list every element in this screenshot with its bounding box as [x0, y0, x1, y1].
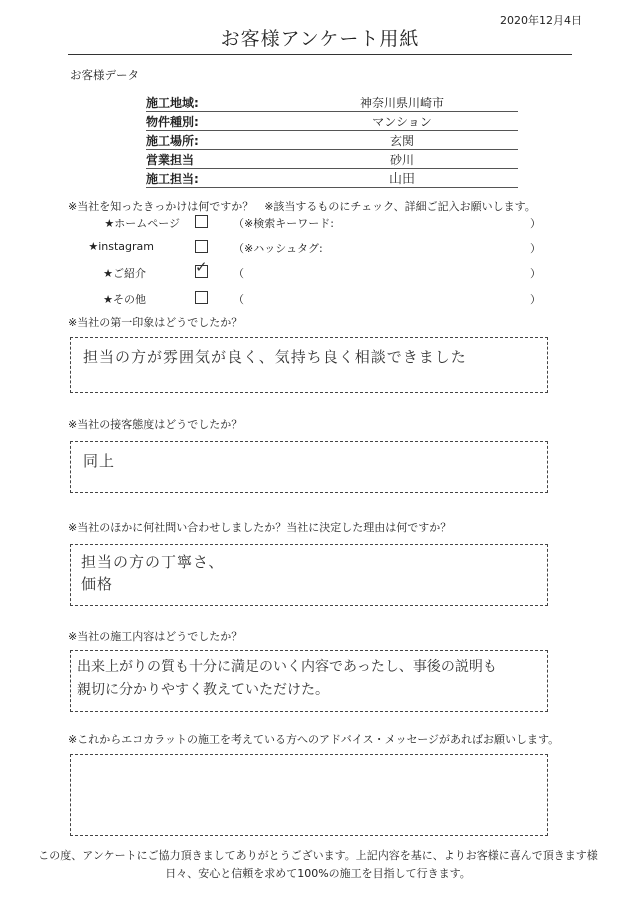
check-mark-icon: ✓: [195, 258, 208, 276]
option-label-other: ★その他: [103, 293, 146, 306]
info-label: 施工地域:: [146, 96, 199, 110]
checkbox-homepage[interactable]: [195, 215, 208, 228]
option-detail-referral: （: [233, 267, 244, 280]
checkbox-instagram[interactable]: [195, 240, 208, 253]
option-label-instagram: ★instagram: [88, 240, 154, 253]
answer-box-first-impression[interactable]: [70, 337, 548, 393]
q3-question: ※当社の接客態度はどうでしたか？: [68, 418, 243, 431]
title-bar: [68, 24, 572, 55]
survey-date: 2020年12月4日: [500, 14, 582, 27]
checkbox-referral[interactable]: [195, 258, 208, 278]
info-row-sales: [146, 149, 518, 169]
answer-text-line: 価格: [81, 575, 114, 593]
footer-line-1: この度、アンケートにご協力頂きましてありがとうございます。上記内容を基に、よりお客様に喜んで頂きます様: [38, 849, 598, 862]
info-value: 玄関: [389, 134, 414, 148]
info-label: 物件種別:: [146, 115, 199, 129]
info-value: 砂川: [389, 153, 414, 167]
answer-text-line: 担当の方の丁寧さ、: [81, 553, 225, 571]
info-label: 施工場所:: [146, 134, 199, 148]
option-detail-instagram: （※ハッシュタグ:: [233, 242, 323, 255]
q4-question: ※当社のほかに何社問い合わせしましたか？当社に決定した理由は何ですか？: [68, 521, 452, 534]
answer-box-work-quality[interactable]: [70, 650, 548, 712]
answer-box-competitors[interactable]: [70, 544, 548, 606]
checkbox-other[interactable]: [195, 291, 208, 304]
answer-text: 同上: [83, 452, 116, 470]
option-label-homepage: ★ホームページ: [104, 217, 180, 230]
answer-box-service-attitude[interactable]: [70, 441, 548, 493]
info-label: 施工担当:: [146, 172, 199, 186]
info-row-location: [146, 130, 518, 150]
close-paren: ）: [530, 217, 541, 230]
answer-box-advice[interactable]: [70, 754, 548, 836]
answer-text: 担当の方が雰囲気が良く、気持ち良く相談できました: [83, 348, 467, 366]
q1-question: ※当社を知ったきっかけは何ですか？ ※該当するものにチェック、詳細ご記入お願いします。: [68, 200, 536, 213]
customer-section-label: お客様データ: [70, 68, 139, 82]
info-row-property: [146, 111, 518, 131]
option-detail-other: （: [233, 293, 244, 306]
answer-text-line: 出来上がりの質も十分に満足のいく内容であったし、事後の説明も: [77, 659, 497, 675]
info-label: 営業担当: [146, 153, 195, 167]
info-row-installer: [146, 168, 518, 188]
close-paren: ）: [530, 242, 541, 255]
info-row-area: [146, 92, 518, 112]
answer-text-line: 親切に分かりやすく教えていただけた。: [77, 682, 329, 698]
close-paren: ）: [530, 267, 541, 280]
q2-question: ※当社の第一印象はどうでしたか？: [68, 316, 243, 329]
close-paren: ）: [530, 293, 541, 306]
option-detail-homepage: （※検索キーワード:: [233, 217, 334, 230]
q5-question: ※当社の施工内容はどうでしたか？: [68, 630, 243, 643]
info-value-handwritten: 山田: [388, 172, 415, 187]
info-value: 神奈川県川崎市: [359, 96, 444, 110]
info-value: マンション: [372, 115, 432, 129]
option-label-referral: ★ご紹介: [103, 267, 146, 280]
page-title: お客様アンケート用紙: [220, 28, 420, 50]
q6-question: ※これからエコカラットの施工を考えている方へのアドバイス・メッセージがあればお願いします。: [68, 733, 560, 746]
footer-line-2: 日々、安心と信頼を求めて100%の施工を目指して行きます。: [165, 867, 471, 880]
